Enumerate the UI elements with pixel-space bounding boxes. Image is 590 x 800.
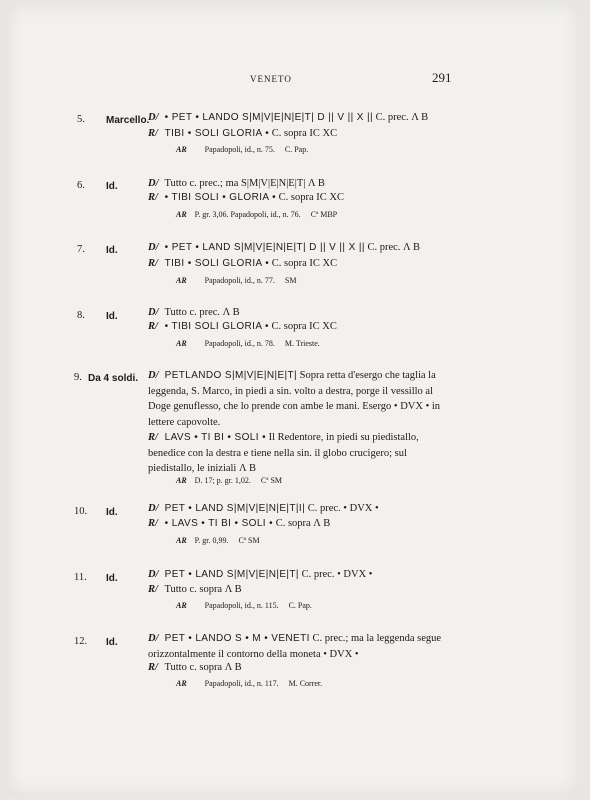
obverse-description: C. prec.; ma la leggenda segue orizzontalmente il contorno della moneta • DVX • <box>148 633 442 660</box>
reverse-symbol: R/ <box>148 258 158 269</box>
owner-collection: C. Pap. <box>288 601 312 610</box>
reverse-line <box>148 258 337 269</box>
owner-collection: SM <box>284 276 297 285</box>
metal-mark: AR <box>176 276 187 285</box>
metal-mark: AR <box>176 145 187 154</box>
reverse-description: Il Redentore, in piedi su piedistallo, benedice con la destra e tiene nella sin. il globo crucigero; sul piedistallo, le iniziali Λ B <box>148 432 419 474</box>
obverse-paragraph <box>148 368 448 430</box>
entry-label: Id. <box>106 245 118 256</box>
reference-details: Papadopoli, id., n. 117. <box>204 679 279 688</box>
metal-mark: AR <box>176 476 187 485</box>
reverse-paragraph <box>148 430 448 477</box>
reverse-symbol: R/ <box>148 518 158 529</box>
obverse-legend: PET • LANDO S • M • VENETI <box>164 633 310 644</box>
obverse-line <box>148 503 379 514</box>
reverse-description: Tutto c. sopra Λ B <box>164 662 242 673</box>
reverse-legend: LAVS • TI BI • SOLI • <box>164 432 266 443</box>
entry-label: Id. <box>106 637 118 648</box>
owner-collection: Cª MBP <box>310 210 338 219</box>
reverse-line <box>148 662 242 673</box>
entry-label: Id. <box>106 507 118 518</box>
reverse-line <box>148 192 344 203</box>
reverse-description: C. sopra Λ B <box>275 518 331 529</box>
page-number: 291 <box>432 70 452 85</box>
obverse-symbol: D/ <box>148 112 159 123</box>
reference-details: D. 17; p. gr. 1,02. <box>194 476 251 485</box>
obverse-symbol: D/ <box>148 370 159 381</box>
obverse-line <box>148 242 420 253</box>
reverse-legend: TIBI • SOLI GLORIA • <box>164 258 270 269</box>
entry-number: 12. <box>74 636 88 647</box>
reference-line <box>176 276 296 285</box>
reverse-description: Tutto c. sopra Λ B <box>164 584 242 595</box>
reference-line <box>176 145 308 154</box>
obverse-symbol: D/ <box>148 569 159 580</box>
reference-line <box>176 679 322 688</box>
metal-mark: AR <box>176 339 187 348</box>
running-header: VENETO <box>250 74 292 84</box>
reverse-legend: • LAVS • TI BI • SOLI • <box>164 518 274 529</box>
obverse-description: C. prec. • DVX • <box>301 569 373 580</box>
obverse-symbol: D/ <box>148 242 159 253</box>
owner-collection: Cª SM <box>238 536 260 545</box>
book-page <box>8 4 578 794</box>
obverse-line <box>148 307 240 318</box>
obverse-symbol: D/ <box>148 503 159 514</box>
entry-label: Id. <box>106 181 118 192</box>
entry-number: 11. <box>74 572 87 583</box>
metal-mark: AR <box>176 601 187 610</box>
owner-collection: M. Trieste. <box>284 339 320 348</box>
entry-number: 8. <box>77 310 85 321</box>
reference-details: P. gr. 0,99. <box>194 536 229 545</box>
owner-collection: Cª SM <box>260 476 283 485</box>
metal-mark: AR <box>176 536 187 545</box>
reverse-description: C. sopra IC XC <box>278 192 344 203</box>
obverse-symbol: D/ <box>148 307 159 318</box>
reverse-legend: • TIBI SOLI • GLORIA • <box>164 192 276 203</box>
obverse-legend: • PET • LAND S|M|V|E|N|E|T| D || V || X || <box>164 242 365 253</box>
entry-number: 9. <box>74 372 82 383</box>
obverse-legend: PET • LAND S|M|V|E|N|E|T|I| <box>164 503 306 514</box>
reverse-description: C. sopra IC XC <box>271 128 338 139</box>
obverse-legend: PETLANDO S|M|V|E|N|E|T| <box>164 370 298 381</box>
reference-details: Papadopoli, id., n. 75. <box>204 145 275 154</box>
reverse-description: C. sopra IC XC <box>271 258 338 269</box>
reverse-symbol: R/ <box>148 321 158 332</box>
reverse-symbol: R/ <box>148 584 158 595</box>
entry-label: Id. <box>106 573 118 584</box>
reverse-line <box>148 518 330 529</box>
reverse-line <box>148 128 337 139</box>
obverse-description: C. prec. Λ B <box>367 242 420 253</box>
entry-number: 7. <box>77 244 85 255</box>
obverse-description: Tutto c. prec. Λ B <box>164 307 240 318</box>
reverse-legend: TIBI • SOLI GLORIA • <box>164 128 270 139</box>
obverse-legend: PET • LAND S|M|V|E|N|E|T| <box>164 569 299 580</box>
reference-line <box>176 536 260 545</box>
reference-details: Papadopoli, id., n. 78. <box>204 339 275 348</box>
obverse-line <box>148 569 372 580</box>
reverse-symbol: R/ <box>148 192 158 203</box>
reverse-legend: • TIBI SOLI GLORIA • <box>164 321 269 332</box>
reference-details: P. gr. 3,06. Papadopoli, id., n. 76. <box>194 210 301 219</box>
owner-collection: M. Correr. <box>288 679 323 688</box>
entry-number: 6. <box>77 180 85 191</box>
obverse-symbol: D/ <box>148 178 159 189</box>
obverse-description: C. prec. Λ B <box>375 112 429 123</box>
obverse-line <box>148 178 325 189</box>
obverse-symbol: D/ <box>148 633 159 644</box>
reference-line <box>176 476 282 485</box>
owner-collection: C. Pap. <box>284 145 309 154</box>
entry-label: Da 4 soldi. <box>88 373 139 384</box>
reverse-symbol: R/ <box>148 432 158 443</box>
entry-label: Id. <box>106 311 118 322</box>
reference-details: Papadopoli, id., n. 115. <box>204 601 279 610</box>
entry-label: Marcello. <box>106 115 150 126</box>
obverse-line <box>148 112 428 123</box>
metal-mark: AR <box>176 210 187 219</box>
obverse-description: Sopra retta d'esergo che taglia la leggenda, S. Marco, in piedi a sin. volto a destra, porge il vessillo al Doge genuflesso, che lo prende con ambe le mani. Esergo • DVX • in lettere capovolte. <box>148 370 441 428</box>
reverse-line <box>148 321 337 332</box>
reference-line <box>176 339 320 348</box>
reverse-line <box>148 584 242 595</box>
reverse-symbol: R/ <box>148 662 158 673</box>
entry-number: 10. <box>74 506 88 517</box>
obverse-paragraph <box>148 631 458 662</box>
reverse-symbol: R/ <box>148 128 158 139</box>
reverse-description: C. sopra IC XC <box>271 321 337 332</box>
reference-details: Papadopoli, id., n. 77. <box>204 276 275 285</box>
reference-line <box>176 210 337 219</box>
obverse-description: Tutto c. prec.; ma S|M|V|E|N|E|T| Λ B <box>164 178 325 189</box>
obverse-legend: • PET • LANDO S|M|V|E|N|E|T| D || V || X || <box>164 112 374 123</box>
reference-line <box>176 601 312 610</box>
obverse-description: C. prec. • DVX • <box>307 503 379 514</box>
entry-number: 5. <box>77 114 85 125</box>
metal-mark: AR <box>176 679 187 688</box>
